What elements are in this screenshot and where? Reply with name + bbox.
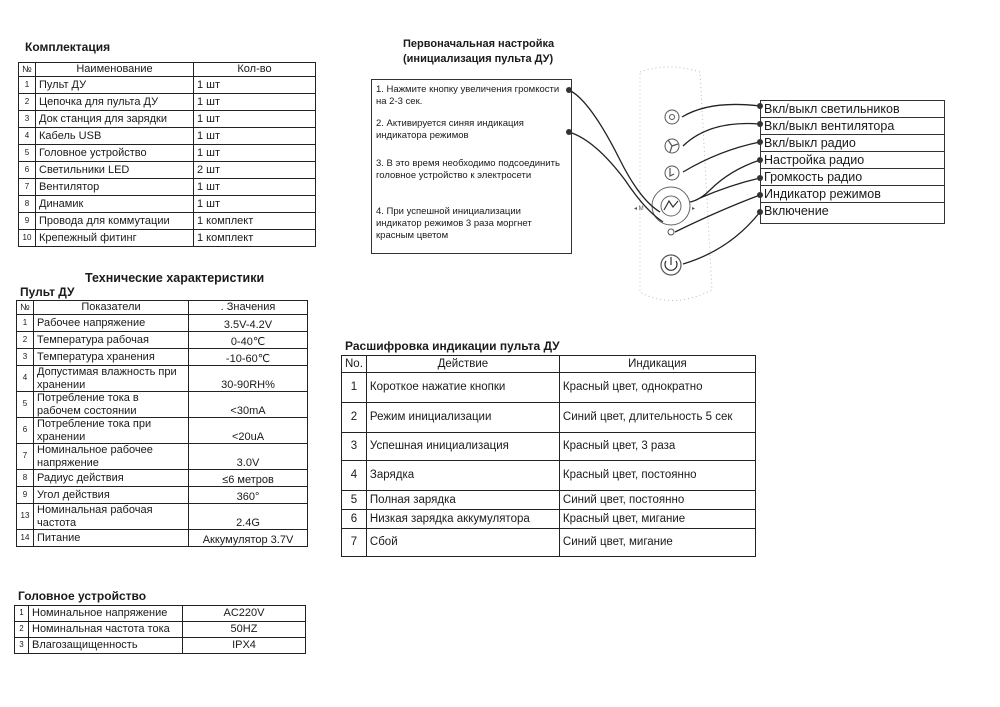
light-icon[interactable]	[665, 110, 679, 124]
head_unit-row	[15, 622, 306, 638]
indication-title: Расшифровка индикации пульта ДУ	[345, 339, 560, 353]
remote-body-outline	[640, 67, 712, 301]
specs-cell-name: Допустимая влажность при хранении	[34, 366, 189, 392]
kit-cell-value: 1 шт	[194, 94, 316, 111]
kit-cell-no: 9	[19, 213, 36, 230]
head_unit-cell-value: 50HZ	[183, 622, 306, 638]
specs-cell-no: 3	[17, 349, 34, 366]
specs-row	[17, 332, 308, 349]
specs-cell-name: Номинальное рабочее напряжение	[34, 444, 189, 470]
specs-cell-name: Номинальная рабочая частота	[34, 504, 189, 530]
head_unit-row	[15, 606, 306, 622]
specs-cell-value: 30-90RH%	[189, 366, 308, 392]
indicator-icon	[668, 229, 674, 235]
legend-item: Вкл/выкл радио	[761, 135, 944, 152]
specs-row	[17, 349, 308, 366]
indication-row	[342, 491, 756, 510]
head_unit-row	[15, 638, 306, 654]
kit-cell-value: 1 шт	[194, 179, 316, 196]
specs-cell-value: -10-60℃	[189, 349, 308, 366]
specs-cell-value: Аккумулятор 3.7V	[189, 530, 308, 547]
kit-row	[19, 94, 316, 111]
power-icon[interactable]	[661, 255, 681, 275]
specs-cell-name: Температура хранения	[34, 349, 189, 366]
specs-row	[17, 504, 308, 530]
indication-row	[342, 529, 756, 557]
kit-cell-no: 1	[19, 77, 36, 94]
svg-text:▸: ▸	[692, 206, 696, 212]
kit-row	[19, 162, 316, 179]
head_unit-cell-name: Влагозащищенность	[29, 638, 183, 654]
specs-cell-no: 4	[17, 366, 34, 392]
head_unit-cell-name: Номинальная частота тока	[29, 622, 183, 638]
indication-cell-value: Синий цвет, мигание	[559, 529, 755, 557]
kit-title: Комплектация	[25, 40, 111, 54]
kit-cell-value: 1 шт	[194, 111, 316, 128]
indication-cell-name: Низкая зарядка аккумулятора	[366, 510, 559, 529]
legend-item: Индикатор режимов	[761, 186, 944, 203]
svg-text:◂ M: ◂ M	[634, 206, 644, 212]
kit-col-qty: Кол-во	[194, 63, 316, 77]
specs-cell-value: <20uA	[189, 418, 308, 444]
mode-dial-icon[interactable]	[634, 187, 695, 225]
indication-cell-no: 2	[342, 403, 367, 433]
legend-item: Вкл/выкл светильников	[761, 101, 944, 118]
kit-cell-no: 6	[19, 162, 36, 179]
head_unit-cell-no: 3	[15, 638, 29, 654]
head_unit-cell-value: IPX4	[183, 638, 306, 654]
kit-row	[19, 196, 316, 213]
specs-table	[16, 300, 308, 547]
indication-col-indication: Индикация	[559, 356, 755, 373]
arrow-dot-1	[566, 87, 572, 93]
setup-step-1: 1. Нажмите кнопку увеличения громкости на 2-3 сек.	[376, 84, 560, 107]
specs-row	[17, 444, 308, 470]
legend-arrows	[675, 104, 760, 264]
setup-step-2: 2. Активируется синяя индикация индикатора режимов	[376, 118, 524, 141]
indication-row	[342, 403, 756, 433]
kit-col-name: Наименование	[36, 63, 194, 77]
indication-cell-name: Режим инициализации	[366, 403, 559, 433]
specs-cell-name: Рабочее напряжение	[34, 315, 189, 332]
kit-cell-value: 1 шт	[194, 145, 316, 162]
kit-cell-value: 1 шт	[194, 77, 316, 94]
kit-col-no: №	[19, 63, 36, 77]
head_unit-cell-no: 1	[15, 606, 29, 622]
kit-cell-name: Крепежный фитинг	[36, 230, 194, 247]
indication-cell-no: 7	[342, 529, 367, 557]
head_unit-cell-value: AC220V	[183, 606, 306, 622]
kit-cell-value: 1 комплект	[194, 230, 316, 247]
kit-cell-name: Пульт ДУ	[36, 77, 194, 94]
specs-cell-name: Температура рабочая	[34, 332, 189, 349]
fan-icon[interactable]	[665, 139, 679, 153]
specs-cell-value: <30mA	[189, 392, 308, 418]
setup-step-3: 3. В это время необходимо подсоединить головное устройство к электросети	[376, 158, 560, 181]
legend-item: Вкл/выкл вентилятора	[761, 118, 944, 135]
indication-cell-value: Синий цвет, длительность 5 сек	[559, 403, 755, 433]
head_unit-cell-name: Номинальное напряжение	[29, 606, 183, 622]
specs-cell-no: 2	[17, 332, 34, 349]
kit-cell-no: 10	[19, 230, 36, 247]
arrow-dot-2	[566, 129, 572, 135]
kit-row	[19, 213, 316, 230]
indication-cell-no: 1	[342, 373, 367, 403]
specs-cell-no: 6	[17, 418, 34, 444]
kit-rows	[19, 77, 316, 247]
specs-cell-value: 2.4G	[189, 504, 308, 530]
specs-col-value: . Значения	[189, 301, 308, 315]
indication-cell-name: Зарядка	[366, 461, 559, 491]
specs-cell-name: Угол действия	[34, 487, 189, 504]
specs-row	[17, 418, 308, 444]
indication-cell-name: Сбой	[366, 529, 559, 557]
specs-cell-no: 14	[17, 530, 34, 547]
specs-cell-no: 7	[17, 444, 34, 470]
kit-cell-name: Светильники LED	[36, 162, 194, 179]
head_unit-cell-no: 2	[15, 622, 29, 638]
kit-cell-no: 5	[19, 145, 36, 162]
radio-icon[interactable]	[665, 166, 679, 180]
kit-cell-no: 8	[19, 196, 36, 213]
indication-cell-no: 5	[342, 491, 367, 510]
indication-cell-no: 3	[342, 433, 367, 461]
kit-row	[19, 179, 316, 196]
indication-cell-value: Красный цвет, мигание	[559, 510, 755, 529]
specs-row	[17, 392, 308, 418]
kit-cell-no: 3	[19, 111, 36, 128]
specs-cell-name: Питание	[34, 530, 189, 547]
indication-row	[342, 373, 756, 403]
indication-cell-value: Красный цвет, однократно	[559, 373, 755, 403]
legend-item: Громкость радио	[761, 169, 944, 186]
kit-cell-value: 1 шт	[194, 196, 316, 213]
specs-cell-no: 1	[17, 315, 34, 332]
kit-cell-name: Цепочка для пульта ДУ	[36, 94, 194, 111]
setup-step-4: 4. При успешной инициализации индикатор режимов 3 раза моргнет красным цветом	[376, 206, 532, 241]
specs-cell-name: Потребление тока при хранении	[34, 418, 189, 444]
specs-row	[17, 315, 308, 332]
kit-row	[19, 128, 316, 145]
specs-cell-value: 0-40℃	[189, 332, 308, 349]
head-unit-title: Головное устройство	[18, 589, 147, 603]
specs-cell-value: ≤6 метров	[189, 470, 308, 487]
specs-col-param: Показатели	[34, 301, 189, 315]
kit-cell-name: Динамик	[36, 196, 194, 213]
kit-row	[19, 145, 316, 162]
kit-cell-value: 1 комплект	[194, 213, 316, 230]
indication-cell-value: Красный цвет, постоянно	[559, 461, 755, 491]
indication-cell-no: 4	[342, 461, 367, 491]
kit-row	[19, 77, 316, 94]
specs-row	[17, 366, 308, 392]
setup-title-line1: Первоначальная настройка	[403, 38, 555, 50]
legend-item: Включение	[764, 204, 829, 218]
specs-cell-no: 9	[17, 487, 34, 504]
kit-cell-value: 1 шт	[194, 128, 316, 145]
indication-row	[342, 510, 756, 529]
specs-cell-no: 13	[17, 504, 34, 530]
specs-cell-value: 3.0V	[189, 444, 308, 470]
indication-cell-name: Успешная инициализация	[366, 433, 559, 461]
kit-row	[19, 230, 316, 247]
specs-row	[17, 530, 308, 547]
kit-cell-no: 4	[19, 128, 36, 145]
indication-cell-no: 6	[342, 510, 367, 529]
specs-cell-no: 8	[17, 470, 34, 487]
indication-row	[342, 461, 756, 491]
button-legend	[760, 100, 945, 224]
indication-row	[342, 433, 756, 461]
indication-cell-value: Синий цвет, постоянно	[559, 491, 755, 510]
specs-row	[17, 470, 308, 487]
kit-cell-no: 2	[19, 94, 36, 111]
indication-col-action: Действие	[366, 356, 559, 373]
kit-cell-name: Док станция для зарядки	[36, 111, 194, 128]
kit-cell-name: Головное устройство	[36, 145, 194, 162]
legend-item: Настройка радио	[761, 152, 944, 169]
kit-table	[18, 62, 316, 247]
specs-title: Технические характеристики	[85, 271, 265, 285]
kit-cell-name: Вентилятор	[36, 179, 194, 196]
indication-table	[341, 355, 756, 557]
setup-steps-box	[371, 79, 572, 254]
specs-cell-name: Радиус действия	[34, 470, 189, 487]
specs-subtitle: Пульт ДУ	[20, 285, 75, 299]
setup-title-line2: (инициализация пульта ДУ)	[403, 53, 554, 65]
remote-illustration	[560, 60, 770, 320]
specs-cell-no: 5	[17, 392, 34, 418]
specs-cell-name: Потребление тока в рабочем состоянии	[34, 392, 189, 418]
head-unit-table	[14, 605, 306, 654]
setup-arrows	[569, 90, 663, 222]
specs-col-no: №	[17, 301, 34, 315]
specs-row	[17, 487, 308, 504]
kit-cell-name: Провода для коммутации	[36, 213, 194, 230]
specs-cell-value: 360°	[189, 487, 308, 504]
indication-col-no: No.	[342, 356, 367, 373]
kit-cell-value: 2 шт	[194, 162, 316, 179]
indication-cell-value: Красный цвет, 3 раза	[559, 433, 755, 461]
kit-row	[19, 111, 316, 128]
specs-cell-value: 3.5V-4.2V	[189, 315, 308, 332]
kit-cell-no: 7	[19, 179, 36, 196]
indication-cell-name: Короткое нажатие кнопки	[366, 373, 559, 403]
kit-cell-name: Кабель USB	[36, 128, 194, 145]
indication-cell-name: Полная зарядка	[366, 491, 559, 510]
